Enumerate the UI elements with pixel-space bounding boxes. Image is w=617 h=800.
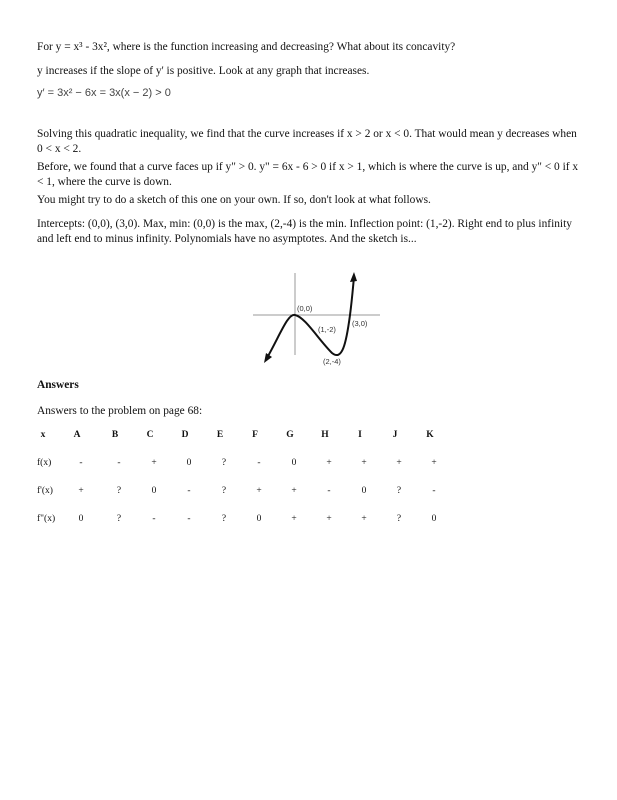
table-cell: + bbox=[291, 486, 297, 496]
label-root: (3,0) bbox=[352, 319, 368, 328]
table-row-label: f'(x) bbox=[37, 486, 53, 496]
table-cell: + bbox=[396, 458, 402, 468]
table-cell: 0 bbox=[186, 458, 192, 468]
table-cell: ? bbox=[396, 514, 402, 524]
table-header-cell: H bbox=[321, 430, 329, 440]
answers-intro: Answers to the problem on page 68: bbox=[37, 405, 203, 417]
curve bbox=[267, 277, 354, 358]
table-cell: - bbox=[327, 486, 331, 496]
table-cell: 0 bbox=[361, 486, 367, 496]
table-cell: + bbox=[361, 514, 367, 524]
table-cell: + bbox=[361, 458, 367, 468]
table-header-cell: J bbox=[392, 430, 398, 440]
paragraph-concavity: Before, we found that a curve faces up if y" > 0. y" = 6x - 6 > 0 if x > 1, which is where the curve is up, and y" < 0 if x < 1, where the curve is down. bbox=[37, 161, 579, 188]
table-cell: ? bbox=[116, 514, 122, 524]
table-cell: ? bbox=[221, 514, 227, 524]
table-header-cell: G bbox=[286, 430, 294, 440]
table-cell: 0 bbox=[291, 458, 297, 468]
table-header-cell: x bbox=[40, 430, 46, 440]
table-header-cell: I bbox=[358, 430, 362, 440]
table-cell: ? bbox=[116, 486, 122, 496]
table-header-cell: D bbox=[181, 430, 189, 440]
arrow-up-icon bbox=[350, 272, 357, 282]
table-cell: + bbox=[151, 458, 157, 468]
table-header-cell: C bbox=[146, 430, 154, 440]
table-cell: - bbox=[152, 514, 156, 524]
label-origin: (0,0) bbox=[297, 304, 313, 313]
label-inflection: (1,-2) bbox=[318, 325, 336, 334]
table-cell: - bbox=[187, 514, 191, 524]
table-header-cell: B bbox=[111, 430, 119, 440]
table-cell: + bbox=[326, 514, 332, 524]
paragraph-intercepts: Intercepts: (0,0), (3,0). Max, min: (0,0) is the max, (2,-4) is the min. Inflection point: (1,-2). Right end to plus infinity and left end to minus infinity. Polynomials have no asymptotes. And the sketch is... bbox=[37, 218, 572, 245]
paragraph-sketch-hint: You might try to do a sketch of this one on your own. If so, don't look at what follows. bbox=[37, 194, 431, 206]
table-cell: - bbox=[432, 486, 436, 496]
table-cell: 0 bbox=[78, 514, 84, 524]
table-cell: + bbox=[78, 486, 84, 496]
answers-heading: Answers bbox=[37, 379, 79, 391]
table-cell: 0 bbox=[256, 514, 262, 524]
table-cell: + bbox=[291, 514, 297, 524]
table-header-cell: F bbox=[252, 430, 258, 440]
table-cell: ? bbox=[221, 458, 227, 468]
question-text: For y = x³ - 3x², where is the function increasing and decreasing? What about its concavity? bbox=[37, 41, 456, 53]
table-cell: 0 bbox=[151, 486, 157, 496]
table-cell: - bbox=[187, 486, 191, 496]
label-minimum: (2,-4) bbox=[323, 357, 341, 366]
table-row-label: f(x) bbox=[37, 458, 52, 468]
table-cell: 0 bbox=[431, 514, 437, 524]
paragraph-increase: y increases if the slope of y' is positive. Look at any graph that increases. bbox=[37, 65, 370, 77]
table-cell: ? bbox=[221, 486, 227, 496]
arrow-down-icon bbox=[264, 353, 272, 363]
table-header-cell: A bbox=[73, 430, 81, 440]
table-cell: + bbox=[431, 458, 437, 468]
derivative-equation: y′ = 3x² − 6x = 3x(x − 2) > 0 bbox=[37, 87, 171, 99]
cubic-sketch bbox=[240, 265, 390, 375]
table-cell: - bbox=[79, 458, 83, 468]
paragraph-solving: Solving this quadratic inequality, we find that the curve increases if x > 2 or x < 0. That would mean y decreases when 0 < x < 2. bbox=[37, 128, 577, 155]
table-header-cell: E bbox=[216, 430, 224, 440]
table-cell: + bbox=[326, 458, 332, 468]
table-cell: - bbox=[117, 458, 121, 468]
table-row-label: f"(x) bbox=[37, 514, 56, 524]
table-cell: ? bbox=[396, 486, 402, 496]
table-header-cell: K bbox=[426, 430, 434, 440]
table-cell: - bbox=[257, 458, 261, 468]
table-cell: + bbox=[256, 486, 262, 496]
